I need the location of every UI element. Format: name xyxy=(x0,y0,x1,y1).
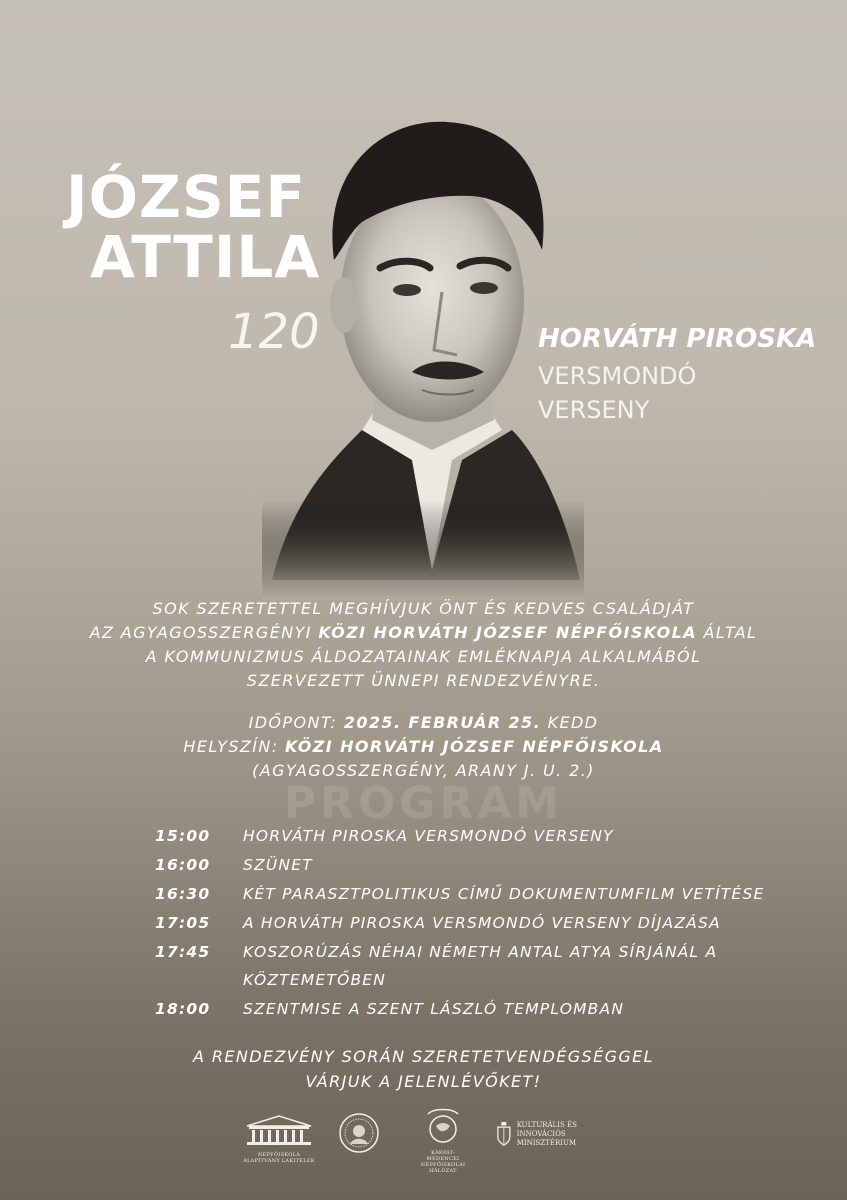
invitation-line-2-post: ÁLTAL xyxy=(696,623,758,642)
schedule-row xyxy=(155,909,775,937)
schedule-row xyxy=(155,880,775,908)
schedule-desc: SZÜNET xyxy=(243,856,313,874)
ministry-line-2: MINISZTÉRIUM xyxy=(516,1138,577,1147)
schedule-row xyxy=(155,851,775,879)
closing-line-2: VÁRJUK A JELENLÉVŐKET! xyxy=(305,1072,542,1091)
schedule-time: 18:00 xyxy=(155,1000,211,1018)
schedule-time: 17:45 xyxy=(155,943,211,961)
ministry-line-1: KULTURÁLIS ÉS INNOVÁCIÓS xyxy=(516,1120,577,1138)
invitation-line-2-pre: AZ AGYAGOSSZERGÉNYI xyxy=(89,623,319,642)
schedule-desc: KÉT PARASZTPOLITIKUS CÍMŰ DOKUMENTUMFILM VETÍTÉSE xyxy=(243,885,765,903)
title-line-2: ATTILA xyxy=(90,223,321,291)
schedule-desc-line-1: KOSZORÚZÁS NÉHAI NÉMETH ANTAL ATYA SÍRJÁNÁL A xyxy=(243,943,718,961)
program-title: PROGRAM xyxy=(283,778,564,829)
schedule-desc: SZENTMISE A SZENT LÁSZLÓ TEMPLOMBAN xyxy=(243,1000,625,1018)
building-icon xyxy=(243,1112,315,1148)
schedule-time: 16:30 xyxy=(155,885,211,903)
time-value: 2025. FEBRUÁR 25. xyxy=(343,713,542,732)
ministry-logo xyxy=(497,1116,612,1152)
schedule-desc: A HORVÁTH PIROSKA VERSMONDÓ VERSENY DÍJAZÁSA xyxy=(243,914,721,932)
schedule-desc: HORVÁTH PIROSKA VERSMONDÓ VERSENY xyxy=(243,827,614,845)
time-label: IDŐPONT: xyxy=(248,713,344,732)
ministry-text xyxy=(517,1121,612,1148)
invitation-line-4: SZERVEZETT ÜNNEPI RENDEZVÉNYRE. xyxy=(246,671,601,690)
seal-logo-icon xyxy=(338,1112,380,1154)
event-heading-name: HORVÁTH PIROSKA xyxy=(538,324,817,354)
title-line-1: JÓZSEF xyxy=(66,163,306,231)
logo-3-text: KÁRPÁT-MEDENCEI NÉPFŐISKOLAI HÁLÓZAT xyxy=(420,1150,466,1174)
schedule-time: 17:05 xyxy=(155,914,211,932)
coat-of-arms-icon xyxy=(497,1120,511,1148)
logo-1-text: NÉPFŐISKOLA ALAPÍTVÁNY LAKITELEK xyxy=(243,1152,315,1164)
network-crest-icon xyxy=(418,1106,468,1146)
place-value: KÖZI HORVÁTH JÓZSEF NÉPFŐISKOLA xyxy=(285,737,664,756)
karpat-medencei-logo xyxy=(418,1106,468,1174)
schedule-time: 16:00 xyxy=(155,856,211,874)
invitation-line-2 xyxy=(0,621,847,645)
nepfoiskola-alapitvany-logo xyxy=(243,1112,315,1164)
event-heading-line-2: VERSMONDÓ xyxy=(538,362,697,390)
schedule-desc xyxy=(243,938,775,994)
invitation-line-3: A KOMMUNIZMUS ÁLDOZATAINAK EMLÉKNAPJA ALKALMÁBÓL xyxy=(145,647,702,666)
place-label: HELYSZÍN: xyxy=(183,737,285,756)
invitation-line-1: SOK SZERETETTEL MEGHÍVJUK ÖNT ÉS KEDVES CSALÁDJÁT xyxy=(152,599,695,618)
closing-line-1: A RENDEZVÉNY SORÁN SZERETETVENDÉGSÉGGEL xyxy=(192,1047,654,1066)
event-time xyxy=(0,711,847,735)
time-day: KEDD xyxy=(541,713,599,732)
schedule-row xyxy=(155,822,775,850)
organizer-name: KÖZI HORVÁTH JÓZSEF NÉPFŐISKOLA xyxy=(318,623,697,642)
event-address: (AGYAGOSSZERGÉNY, ARANY J. U. 2.) xyxy=(252,761,595,780)
schedule-time: 15:00 xyxy=(155,827,211,845)
schedule-desc-line-2: KÖZTEMETŐBEN xyxy=(243,971,387,989)
event-place xyxy=(0,735,847,759)
event-heading-line-3: VERSENY xyxy=(538,396,650,424)
schedule-row xyxy=(155,995,775,1023)
anniversary-number: 120 xyxy=(228,304,320,360)
schedule-row xyxy=(155,938,775,994)
